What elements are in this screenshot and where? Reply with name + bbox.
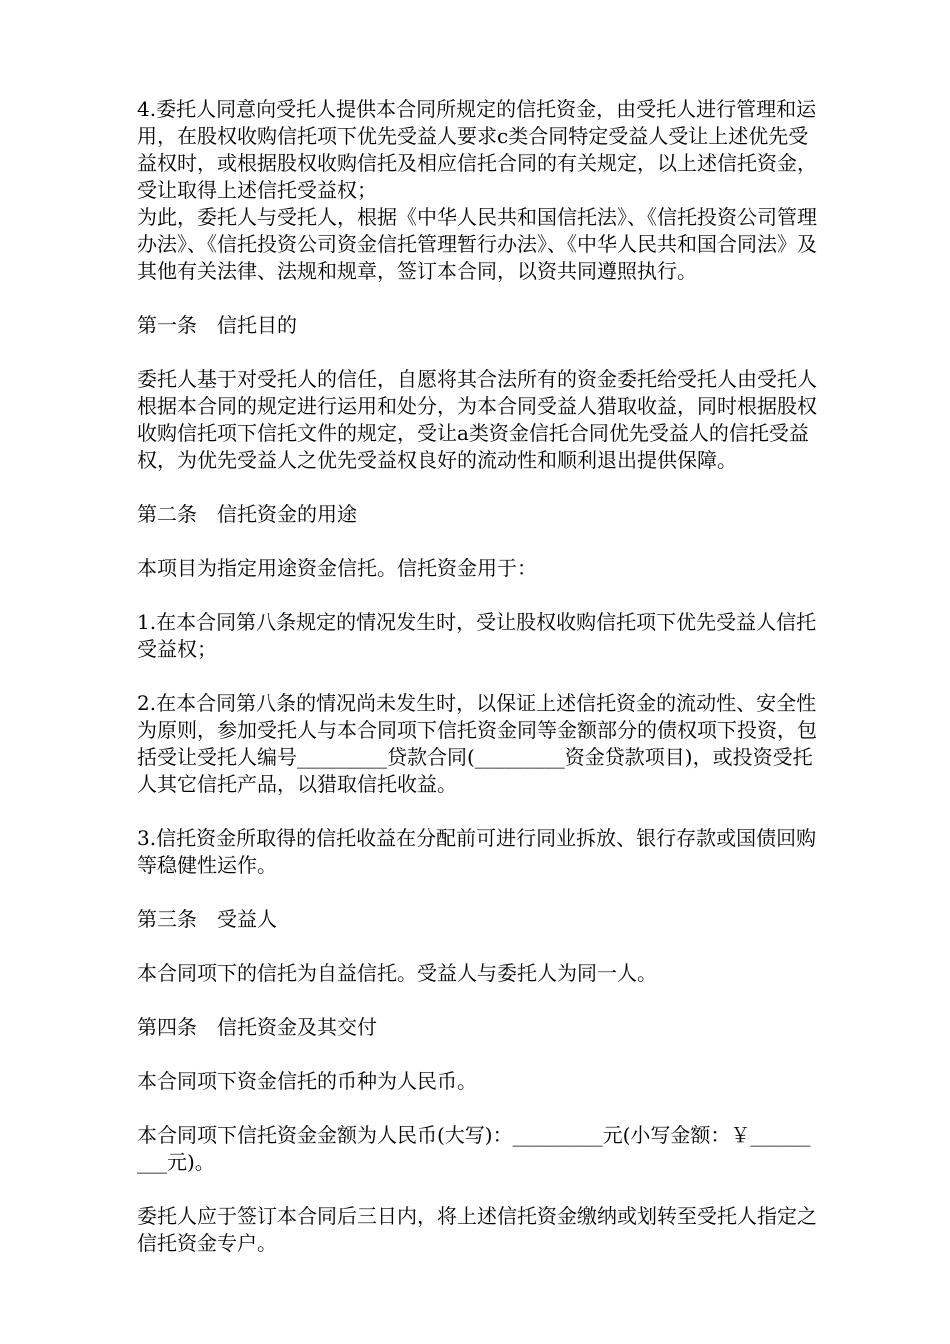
article-4-currency: 本合同项下资金信托的币种为人民币。 [137, 1069, 477, 1093]
paragraph-clause-4: 4.委托人同意向受托人提供本合同所规定的信托资金，由受托人进行管理和运用，在股权收购信托项下优先受益人要求c类合同特定受益人受让上述优先受益权时，或根据股权收购信托及相应信托合同的有关规定，以上述信托资金，受让取得上述信托受益权； [137, 97, 817, 202]
article-2-heading: 第二条 信托资金的用途 [137, 502, 357, 526]
document-page [137, 96, 817, 1257]
article-4-payment: 委托人应于签订本合同后三日内，将上述信托资金缴纳或划转至受托人指定之信托资金专户。 [137, 1204, 817, 1255]
paragraph-legal-basis: 为此，委托人与受托人，根据《中华人民共和国信托法》、《信托投资公司管理办法》、《信托投资公司资金信托管理暂行办法》、《中华人民共和国合同法》及其他有关法律、法规和规章，签订本合同，以资共同遵照执行。 [137, 205, 817, 283]
article-4-heading: 第四条 信托资金及其交付 [137, 1015, 377, 1039]
article-3-body: 本合同项下的信托为自益信托。受益人与委托人为同一人。 [137, 961, 657, 985]
article-4-amount: 本合同项下信托资金金额为人民币(大写)：_________元(小写金额：￥_________元)。 [137, 1123, 811, 1174]
article-3-heading: 第三条 受益人 [137, 907, 277, 931]
article-2-intro: 本项目为指定用途资金信托。信托资金用于： [137, 556, 537, 580]
article-1-heading: 第一条 信托目的 [137, 313, 297, 337]
article-1-body: 委托人基于对受托人的信任，自愿将其合法所有的资金委托给受托人由受托人根据本合同的规定进行运用和处分，为本合同受益人猎取收益，同时根据股权收购信托项下信托文件的规定，受让a类资金信托合同优先受益人的信托受益权，为优先受益人之优先受益权良好的流动性和顺利退出提供保障。 [137, 367, 817, 472]
article-2-item-2: 2.在本合同第八条的情况尚未发生时，以保证上述信托资金的流动性、安全性为原则，参加受托人与本合同项下信托资金同等金额部分的债权项下投资，包括受让受托人编号_________贷款合同(_________资金贷款项目)，或投资受托人其它信托产品，以猎取信托收益。 [137, 691, 817, 796]
article-2-item-1: 1.在本合同第八条规定的情况发生时，受让股权收购信托项下优先受益人信托受益权； [137, 610, 817, 661]
article-2-item-3: 3.信托资金所取得的信托收益在分配前可进行同业拆放、银行存款或国债回购等稳健性运作。 [137, 826, 817, 877]
